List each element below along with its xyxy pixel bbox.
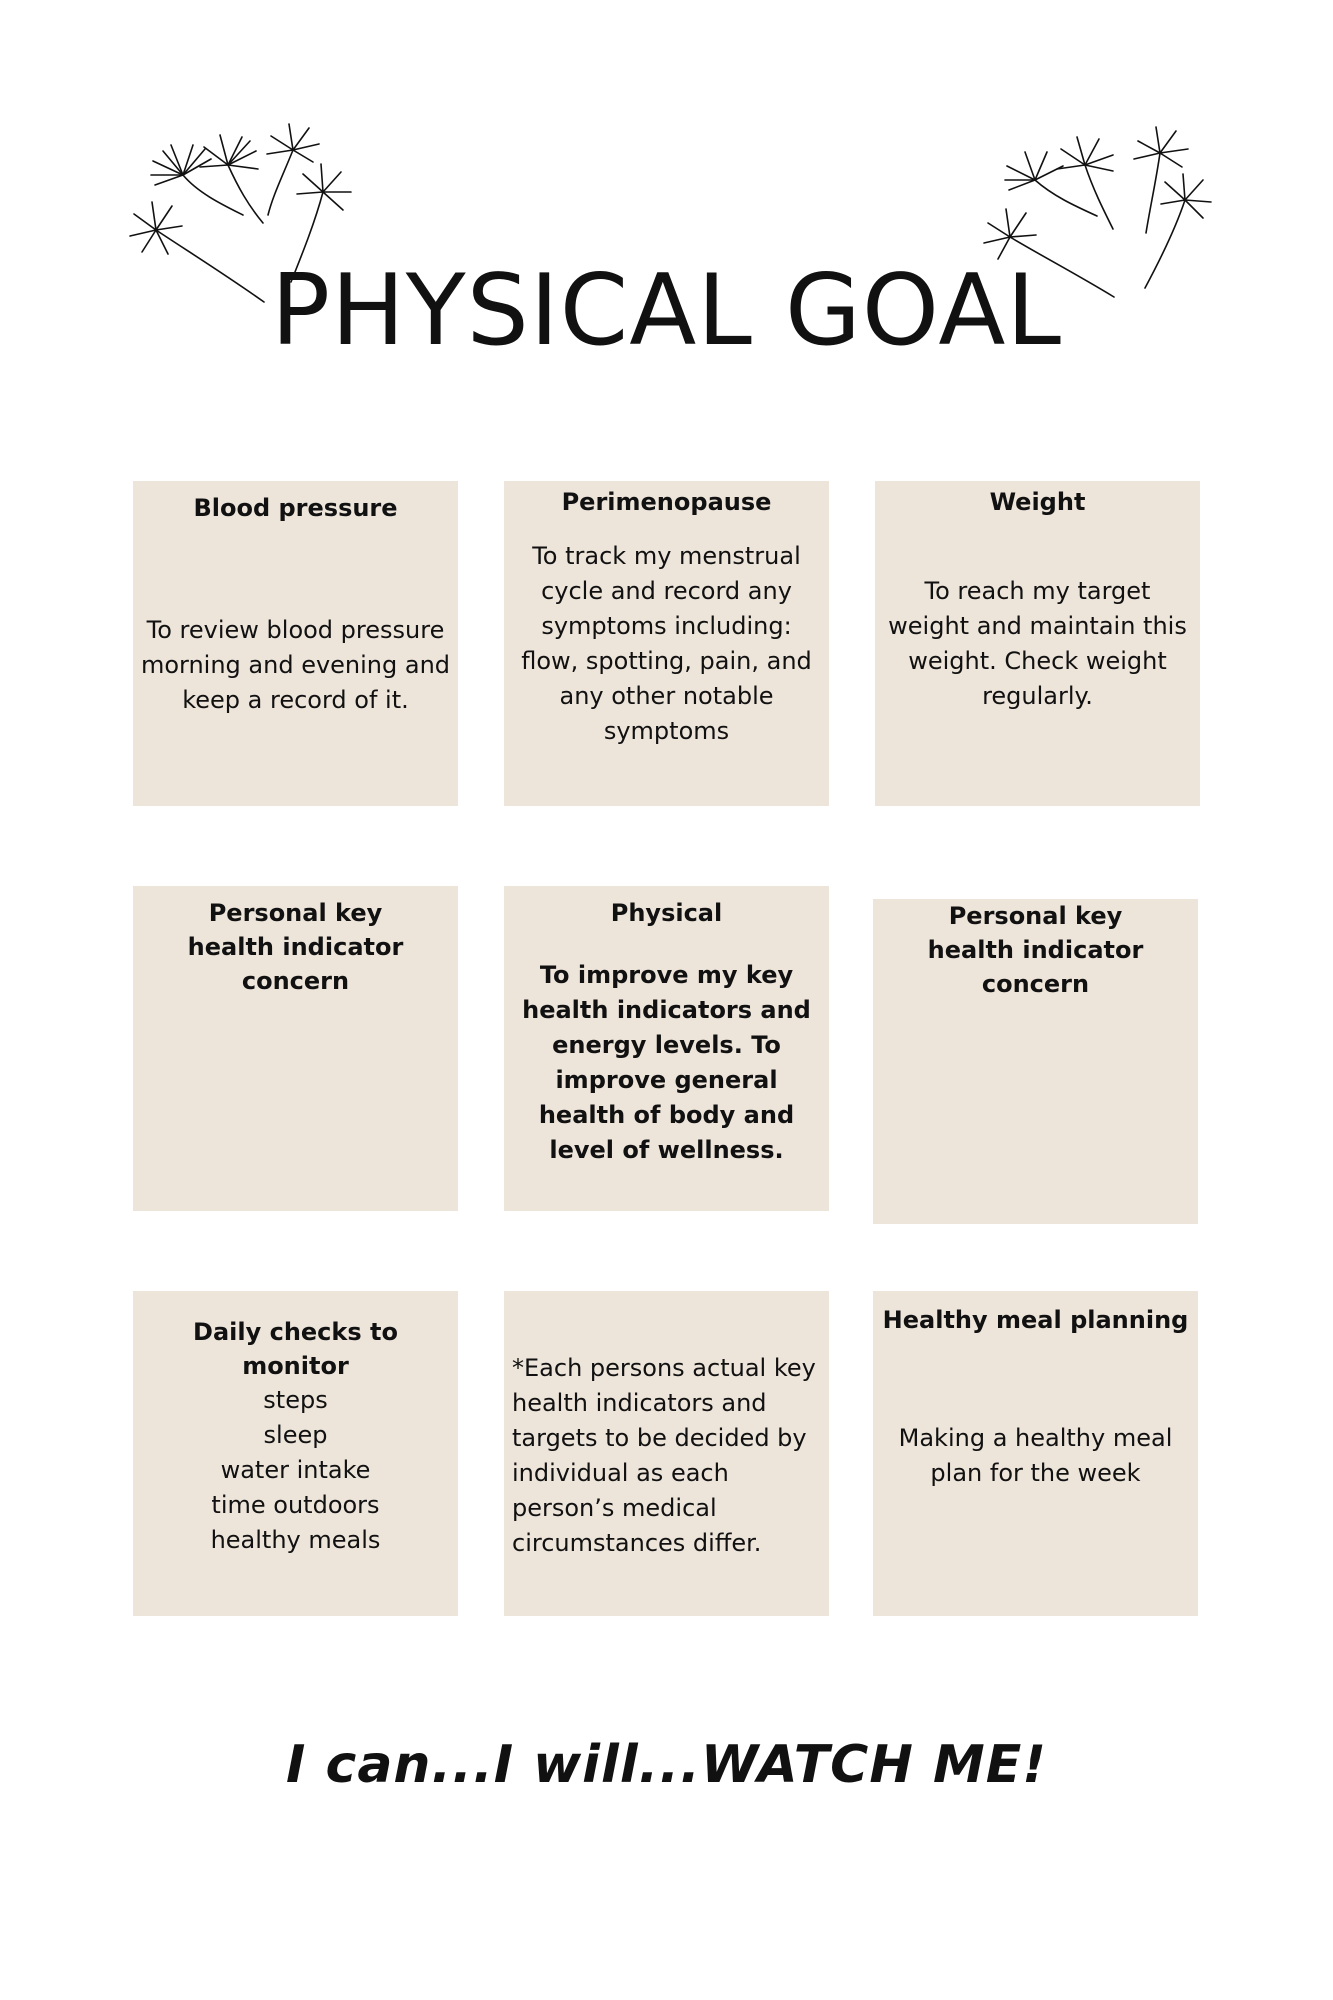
card-title: Weight — [989, 488, 1086, 516]
daily-checks-list — [133, 1383, 458, 1558]
card-weight — [875, 481, 1200, 806]
card-body: To reach my target weight and maintain this weight. Check weight regularly. — [888, 577, 1187, 710]
card-daily-checks — [133, 1291, 458, 1616]
card-body: To track my menstrual cycle and record any symptoms including: flow, spotting, pain, and any other notable symptoms — [521, 542, 812, 745]
motto: I can...I will...WATCH ME! — [286, 1735, 1047, 1795]
card-key-health-right — [873, 899, 1198, 1224]
card-blood-pressure — [133, 481, 458, 806]
card-title: Healthy meal planning — [882, 1306, 1189, 1334]
card-title: Blood pressure — [193, 494, 398, 522]
page-title: PHYSICAL GOAL — [271, 254, 1062, 368]
card-title: Physical — [610, 899, 723, 927]
list-item: healthy meals — [210, 1526, 381, 1554]
card-physical — [504, 886, 829, 1211]
list-item: sleep — [263, 1421, 328, 1449]
card-body: To improve my key health indicators and energy levels. To improve general health of body and level of wellness. — [522, 961, 811, 1164]
card-title: Personal key health indicator concern — [927, 902, 1144, 998]
card-title: Daily checks to monitor — [193, 1318, 398, 1380]
card-body: To review blood pressure morning and evening and keep a record of it. — [140, 616, 451, 714]
card-title: Personal key health indicator concern — [187, 899, 404, 995]
card-body: Making a healthy meal plan for the week — [898, 1424, 1173, 1487]
card-meal-planning — [873, 1291, 1198, 1616]
card-title: Perimenopause — [561, 488, 772, 516]
card-perimenopause — [504, 481, 829, 806]
list-item: steps — [263, 1386, 328, 1414]
list-item: water intake — [220, 1456, 371, 1484]
card-key-health-left — [133, 886, 458, 1211]
list-item: time outdoors — [211, 1491, 380, 1519]
card-note — [504, 1291, 829, 1616]
card-body: *Each persons actual key health indicators and targets to be decided by individual as each person’s medical circumstances differ. — [512, 1354, 816, 1557]
